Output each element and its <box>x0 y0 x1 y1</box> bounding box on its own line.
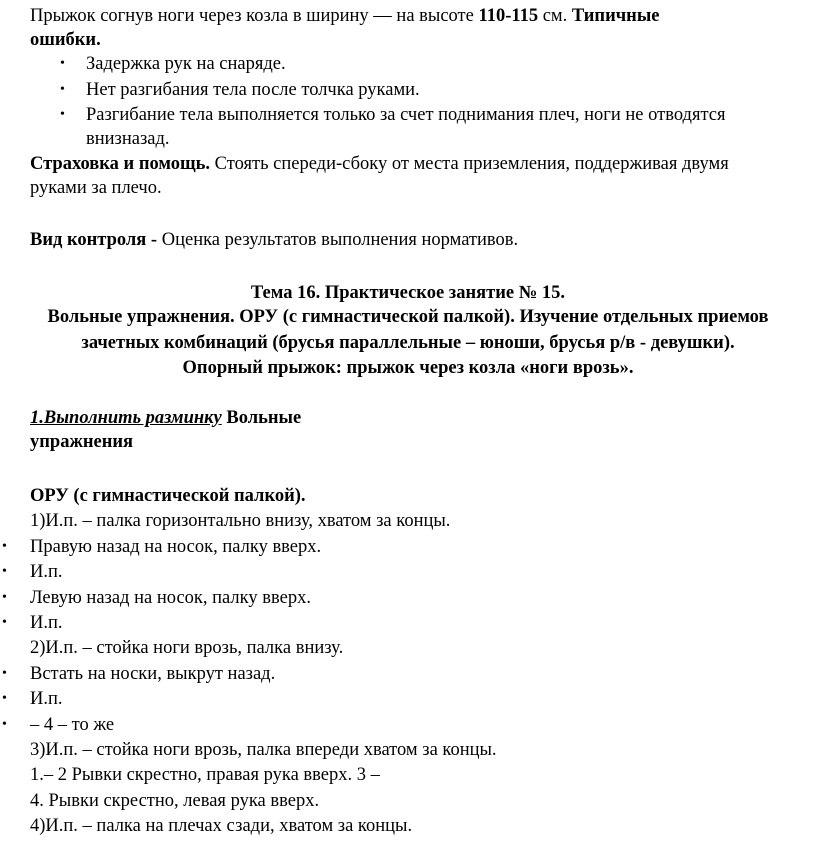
bullet-icon: • <box>60 56 65 71</box>
bullet-icon: • <box>2 539 7 554</box>
oru-line: – 4 – то же <box>30 715 115 735</box>
warmup-label: 1.Выполнить разминку <box>30 408 222 428</box>
oru-line: Встать на носки, выкрут назад. <box>30 664 276 684</box>
control-label: Вид контроля - <box>30 230 162 250</box>
oru-line: 1)И.п. – палка горизонтально внизу, хватом за концы. <box>30 511 451 531</box>
error-item: Разгибание тела выполняется только за счет поднимания плеч, ноги не отводятся <box>86 105 726 125</box>
oru-line: 2)И.п. – стойка ноги врозь, палка внизу. <box>30 638 344 658</box>
error-item: Нет разгибания тела после толчка руками. <box>86 80 420 100</box>
warmup-line <box>30 405 301 431</box>
insurance-line <box>30 151 729 177</box>
insurance-line-2: руками за плечо. <box>30 178 162 198</box>
control-line <box>30 227 518 253</box>
oru-line: 4. Рывки скрестно, левая рука вверх. <box>30 791 320 811</box>
oru-heading: ОРУ (с гимнастической палкой). <box>30 486 306 506</box>
topic-title: Тема 16. Практическое занятие № 15. <box>250 283 566 303</box>
insurance-text: Стоять спереди-сбоку от места приземления, поддерживая двумя <box>210 154 729 174</box>
oru-line: И.п. <box>30 689 63 709</box>
oru-line: 4)И.п. – палка на плечах сзади, хватом за концы. <box>30 816 413 836</box>
oru-line: 1.– 2 Рывки скрестно, правая рука вверх. 3 – <box>30 765 380 785</box>
bullet-icon: • <box>2 615 7 630</box>
oru-line: Левую назад на носок, палку вверх. <box>30 588 311 608</box>
errors-label: Типичные <box>571 6 660 26</box>
height-unit: см. <box>538 6 572 26</box>
bullet-icon: • <box>60 107 65 122</box>
oru-line: Правую назад на носок, палку вверх. <box>30 537 322 557</box>
bullet-icon: • <box>2 691 7 706</box>
bullet-icon: • <box>2 564 7 579</box>
error-item: Задержка рук на снаряде. <box>86 54 286 74</box>
bullet-icon: • <box>2 590 7 605</box>
warmup-text: Вольные <box>221 408 302 428</box>
bullet-icon: • <box>60 82 65 97</box>
errors-label-cont: ошибки. <box>30 30 101 50</box>
error-item-cont: внизназад. <box>86 129 170 149</box>
bullet-icon: • <box>2 666 7 681</box>
topic-line-2: Вольные упражнения. ОРУ (с гимнастической палкой). Изучение отдельных приемов <box>47 307 769 327</box>
insurance-label: Страховка и помощь. <box>30 154 211 174</box>
oru-line: И.п. <box>30 562 63 582</box>
height-value: 110-115 <box>478 6 539 26</box>
bullet-icon: • <box>2 717 7 732</box>
oru-line: 3)И.п. – стойка ноги врозь, палка впереди хватом за концы. <box>30 740 497 760</box>
intro-line-1 <box>30 3 660 29</box>
oru-line: И.п. <box>30 613 63 633</box>
control-text: Оценка результатов выполнения нормативов. <box>161 230 519 250</box>
topic-line-3: зачетных комбинаций (брусья параллельные – юноши, брусья р/в - девушки). <box>81 333 735 353</box>
warmup-line-2: упражнения <box>30 432 134 452</box>
topic-line-4: Опорный прыжок: прыжок через козла «ноги врозь». <box>182 358 634 378</box>
intro-text: Прыжок согнув ноги через козла в ширину — на высоте <box>30 6 479 26</box>
